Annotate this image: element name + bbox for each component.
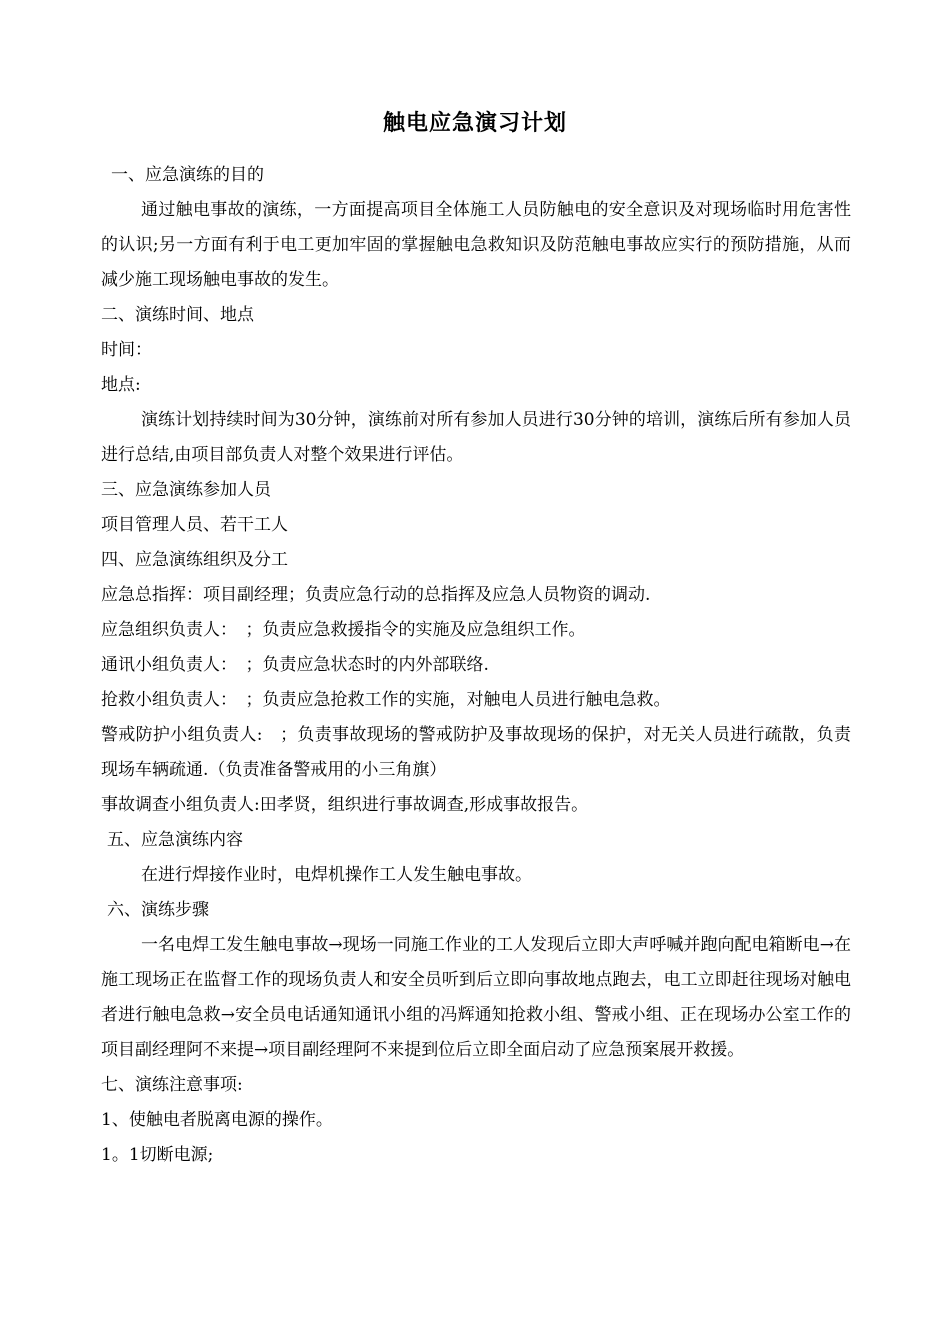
section-heading-time-place: 二、演练时间、地点 [101,305,254,325]
document-title: 触电应急演习计划 [382,111,567,136]
participants-text: 项目管理人员、若干工人 [101,515,288,535]
section-heading-content: 五、应急演练内容 [107,830,243,850]
paragraph-content: 在进行焊接作业时，电焊机操作工人发生触电事故。 [141,865,532,885]
section-heading-purpose: 一、应急演练的目的 [111,165,264,185]
role-commander: 应急总指挥：项目副经理；负责应急行动的总指挥及应急人员物资的调动. [101,585,651,605]
time-label: 时间： [101,340,152,360]
place-label: 地点: [101,375,141,395]
role-organizer: 应急组织负责人： ；负责应急救援指令的实施及应急组织工作。 [101,620,586,640]
role-investigation: 事故调查小组负责人:田孝贤，组织进行事故调查,形成事故报告。 [101,795,589,815]
role-communication: 通讯小组负责人： ；负责应急状态时的内外部联络. [101,655,489,675]
paragraph-steps: 一名电焊工发生触电事故→现场一同施工作业的工人发现后立即大声呼喊并跑向配电箱断电→在施工现场正在监督工作的现场负责人和安全员听到后立即向事故地点跑去，电工立即赶往现场对触电者进行触电急救→安全员电话通知通讯小组的冯辉通知抢救小组、警戒小组、正在现场办公室工作的项目副经理阿不来提→项目副经理阿不来提到位后立即全面启动了应急预案展开救援。 [101,935,851,1060]
note-item-1-1: 1。1切断电源; [101,1145,214,1165]
role-guard: 警戒防护小组负责人: ；负责事故现场的警戒防护及事故现场的保护，对无关人员进行疏散，负责现场车辆疏通.（负责准备警戒用的小三角旗） [101,725,851,780]
note-item-1: 1、使触电者脱离电源的操作。 [101,1110,333,1130]
section-heading-steps: 六、演练步骤 [107,900,209,920]
section-heading-participants: 三、应急演练参加人员 [101,480,271,500]
section-heading-organization: 四、应急演练组织及分工 [101,550,288,570]
paragraph-purpose: 通过触电事故的演练，一方面提高项目全体施工人员防触电的安全意识及对现场临时用危害性的认识;另一方面有利于电工更加牢固的掌握触电急救知识及防范触电事故应实行的预防措施，从而减少施工现场触电事故的发生。 [101,200,851,290]
section-heading-notes: 七、演练注意事项: [101,1075,243,1095]
document-body [101,158,851,1173]
paragraph-duration: 演练计划持续时间为30分钟，演练前对所有参加人员进行30分钟的培训，演练后所有参加人员进行总结,由项目部负责人对整个效果进行评估。 [101,410,851,465]
role-rescue: 抢救小组负责人： ；负责应急抢救工作的实施，对触电人员进行触电急救。 [101,690,671,710]
